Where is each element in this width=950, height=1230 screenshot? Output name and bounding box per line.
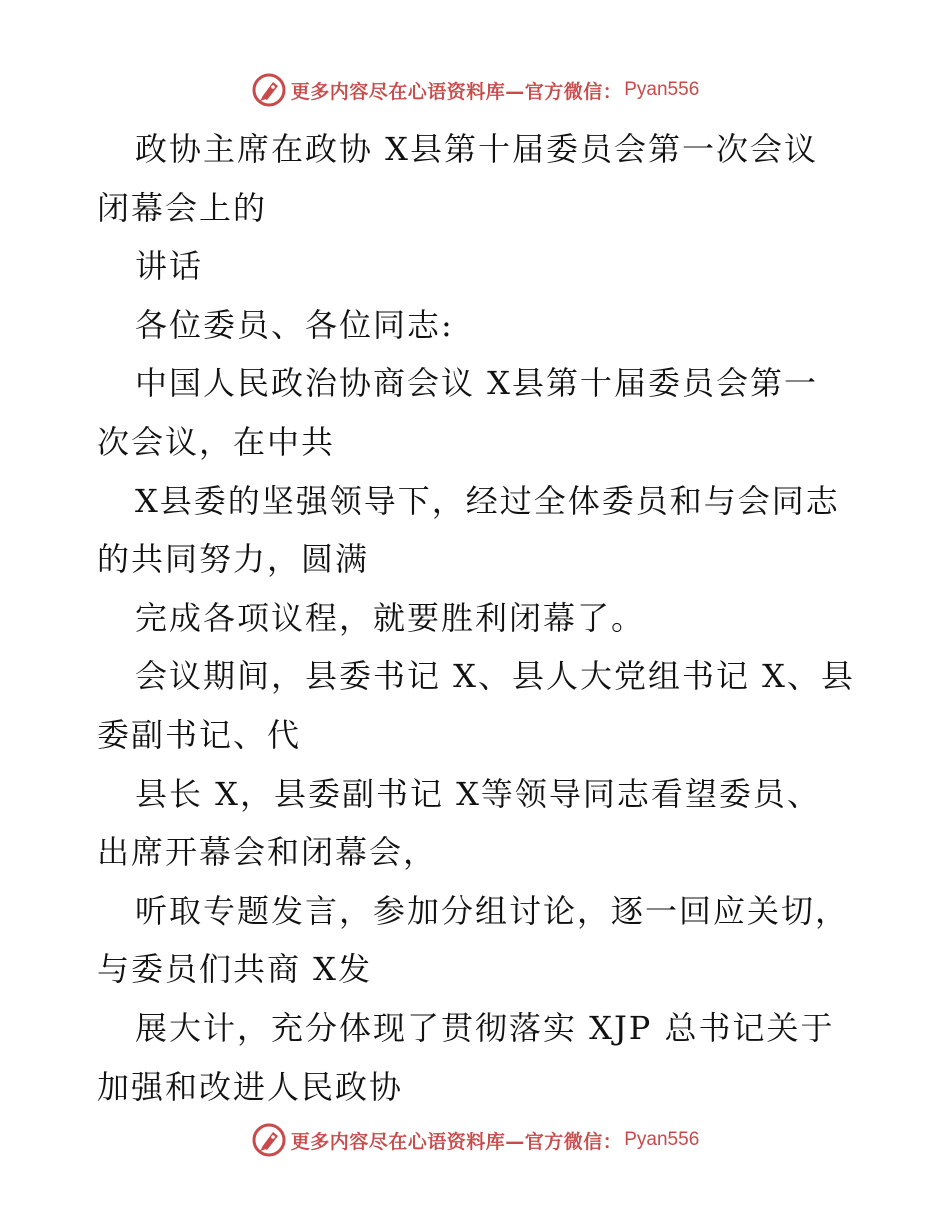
footer-watermark [0,1120,950,1160]
pen-nib-logo-icon [251,1122,287,1158]
text-line: 完成各项议程，就要胜利闭幕了。 [135,598,646,637]
text-line: X县委的坚强领导下，经过全体委员和与会同志 [135,481,840,520]
text-line: 的共同努力，圆满 [97,540,370,579]
watermark-text: 更多内容尽在心语资料库—官方微信： [290,1130,623,1153]
text-line: 各位委员、各位同志: [135,305,454,344]
text-line: 与委员们共商 X发 [97,950,372,989]
pen-nib-logo-icon [251,72,287,108]
watermark-handle: Pyan556 [624,1129,700,1150]
text-line: 出席开幕会和闭幕会， [97,833,438,872]
header-watermark [0,70,950,110]
text-line: 会议期间，县委书记 X、县人大党组书记 X、县 [135,657,855,696]
text-line: 次会议，在中共 [97,422,336,461]
text-line: 讲话 [135,247,204,286]
text-line: 委副书记、代 [97,715,302,754]
watermark-text: 更多内容尽在心语资料库—官方微信： [290,80,623,103]
text-line: 县长 X，县委副书记 X等领导同志看望委员、 [135,774,821,813]
text-line: 展大计，充分体现了贯彻落实 XJP 总书记关于 [135,1008,835,1047]
watermark-handle: Pyan556 [624,79,700,100]
text-line: 中国人民政治协商会议 X县第十届委员会第一 [135,364,818,403]
document-body [97,120,897,1116]
text-line: 听取专题发言，参加分组讨论，逐一回应关切， [135,891,850,930]
text-line: 加强和改进人民政协 [97,1067,404,1106]
text-line: 政协主席在政协 X县第十届委员会第一次会议 [135,130,818,168]
text-line: 闭幕会上的 [97,188,268,227]
